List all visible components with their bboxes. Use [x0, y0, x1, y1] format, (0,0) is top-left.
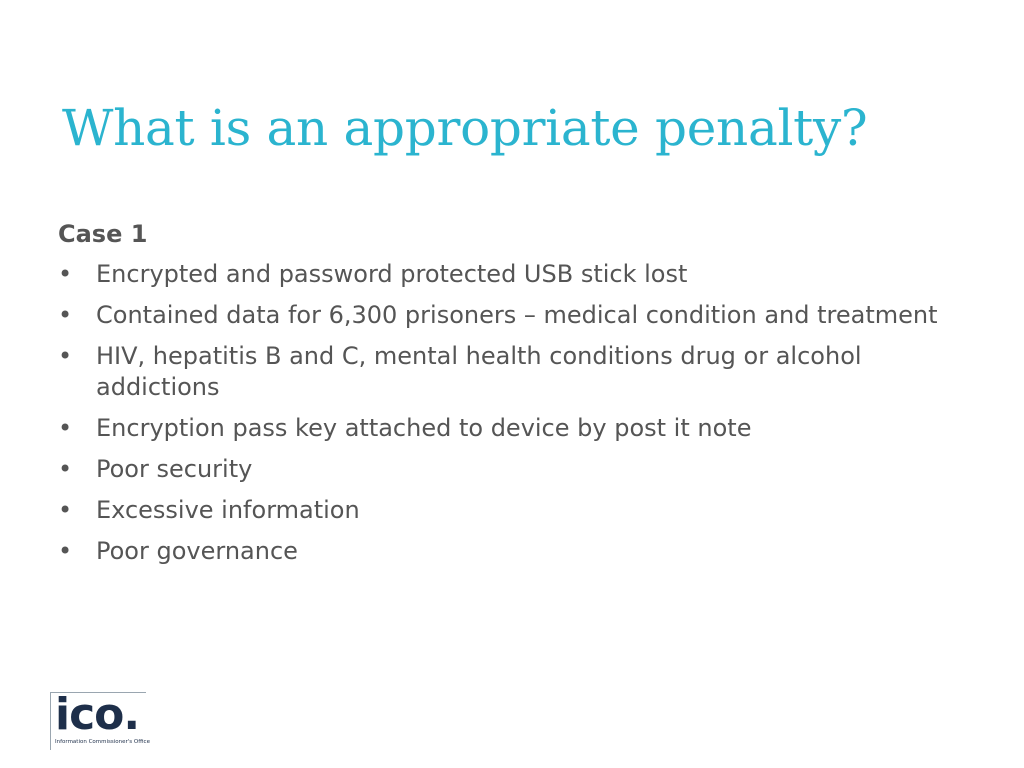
ico-logo	[50, 689, 150, 750]
slide-title: What is an appropriate penalty?	[62, 99, 868, 157]
bullet-marker: •	[58, 301, 73, 329]
bullet-item	[58, 341, 968, 403]
slide-body	[58, 214, 968, 567]
bullet-text: Contained data for 6,300 prisoners – medical condition and treatment	[96, 301, 938, 329]
bullet-item	[58, 454, 968, 485]
bullet-text: HIV, hepatitis B and C, mental health conditions drug or alcohol addictions	[96, 342, 862, 401]
bullet-list	[58, 259, 968, 567]
case-heading: Case 1	[58, 220, 148, 248]
bullet-marker: •	[58, 455, 73, 483]
bullet-marker: •	[58, 537, 73, 565]
bullet-item	[58, 413, 968, 444]
bullet-text: Encrypted and password protected USB stick lost	[96, 260, 688, 288]
bullet-item	[58, 495, 968, 526]
bullet-marker: •	[58, 260, 73, 288]
bullet-item	[58, 300, 968, 331]
bullet-text: Poor governance	[96, 537, 298, 565]
bullet-marker: •	[58, 414, 73, 442]
bullet-text: Excessive information	[96, 496, 360, 524]
bullet-text: Poor security	[96, 455, 253, 483]
logo-wordmark: ico.	[55, 689, 140, 740]
bullet-marker: •	[58, 496, 73, 524]
bullet-item	[58, 536, 968, 567]
bullet-marker: •	[58, 342, 73, 370]
bullet-item	[58, 259, 968, 290]
logo-subtitle: Information Commissioner's Office	[55, 739, 150, 745]
bullet-text: Encryption pass key attached to device by post it note	[96, 414, 752, 442]
